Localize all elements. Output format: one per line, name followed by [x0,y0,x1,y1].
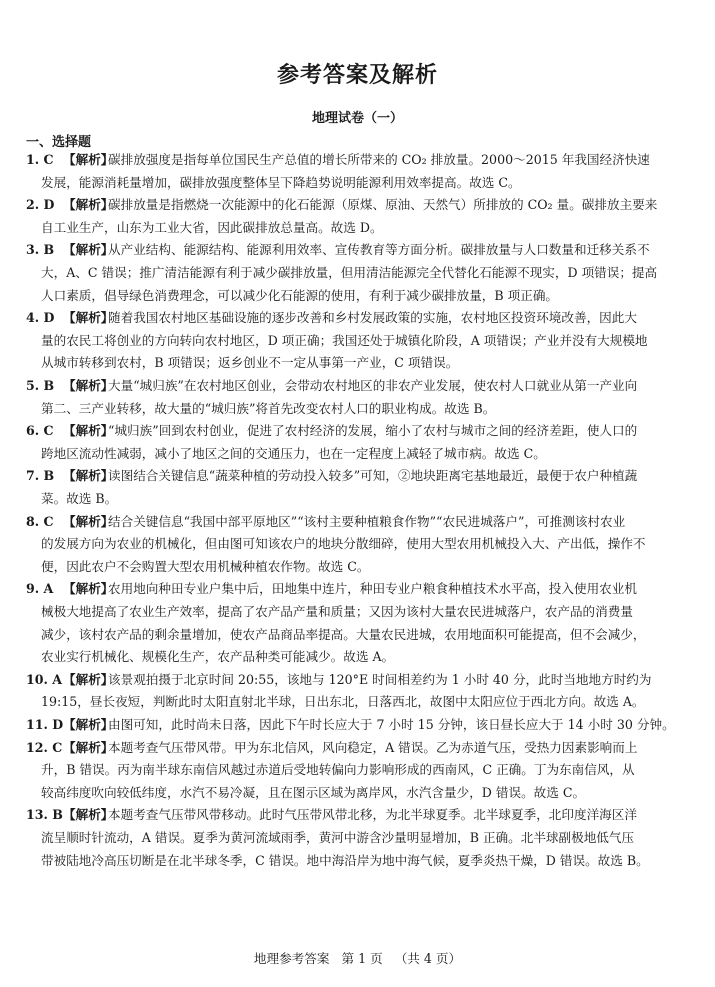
explanation-line: 发展，能源消耗量增加，碳排放强度整体呈下降趋势说明能源利用效率提高。故选 C。 [41,174,521,190]
question-item [26,578,692,668]
question-number: 11. D [26,717,64,732]
explanation-line: 升，B 错误。丙为南半球东南信风越过赤道后受地转偏向力影响形成的西南风，C 正确。丁为东南信风，从 [41,762,635,778]
question-number: 10. A [26,671,63,687]
question-item [26,669,692,714]
question-number: 7. B [26,468,55,484]
question-number: 4. D [26,310,55,326]
jiexi-label: 【解析】 [63,378,114,393]
question-item [26,420,692,465]
explanation-line: 本题考查气压带风带。甲为东北信风，风向稳定，A 错误。乙为赤道气压，受热力因素影响而上 [108,739,638,755]
jiexi-label: 【解析】 [63,152,114,167]
question-item [26,239,692,307]
jiexi-label: 【解析】 [63,717,114,732]
explanation-line: 较高纬度吹向较低纬度，水汽不易冷凝，且在图示区域为离岸风，水汽含量少，D 错误。故选 C。 [41,784,586,800]
question-item [26,194,692,239]
question-number: 9. A [26,581,54,597]
explanation-line: 便，因此农户不会购置大型农用机械种植农作物。故选 C。 [41,558,370,574]
explanation-line: 大量“城归族”在农村地区创业，会带动农村地区的非农产业发展，使农村人口就业从第一产业向 [108,378,638,393]
question-number: 1. C [26,152,54,167]
page-footer [0,948,715,967]
jiexi-label: 【解析】 [63,581,114,597]
jiexi-label: 【解析】 [63,468,114,484]
explanation-line: 的发展方向为农业的机械化，但由图可知该农户的地块分散细碎，使用大型农用机械投入大、产出低，操作不 [41,536,646,552]
explanation-line: 碳排放强度是指每单位国民生产总值的增长所带来的 CO₂ 排放量。2000～2015 年我国经济快速 [108,152,650,167]
explanation-line: 带被陆地冷高压切断是在北半球冬季，C 错误。地中海沿岸为地中海气候，夏季炎热干燥，D 错误。故选 B。 [41,852,649,868]
jiexi-label: 【解析】 [63,310,114,326]
explanation-line: 跨地区流动性减弱，减小了地区之间的交通压力，也在一定程度上减轻了城市病。故选 C。 [41,445,546,461]
page-title: 参考答案及解析 [276,62,438,88]
footer-page: 第 1 页 [341,951,383,966]
explanation-line: 读图结合关键信息“蔬菜种植的劳动投入较多”可知，②地块距离宅基地最近，最便于农户种植蔬 [108,468,638,484]
question-item [26,307,692,375]
section-heading: 一、选择题 [26,135,92,150]
question-number: 12. C [26,739,63,755]
jiexi-label: 【解析】 [63,513,114,529]
question-number: 5. B [26,378,55,393]
explanation-line: 本题考查气压带风带移动。此时气压带风带北移，为北半球夏季。北半球夏季，北印度洋海区洋 [108,807,637,823]
question-item [26,149,692,194]
jiexi-label: 【解析】 [63,423,114,439]
question-item [26,737,692,805]
question-item [26,714,692,737]
explanation-line: 菜。故选 B。 [41,490,118,506]
jiexi-label: 【解析】 [63,242,114,258]
explanation-line: 量的农民工将创业的方向转向农村地区，D 项正确；我国还处于城镇化阶段，A 项错误；产业并没有大规模地 [41,332,648,348]
jiexi-label: 【解析】 [63,739,114,755]
explanation-line: 大，A、C 错误；推广清洁能源有利于减少碳排放量，但用清洁能源完全代替化石能源不现实，D 项错误；提高 [41,264,658,280]
explanation-line: 人口素质，倡导绿色消费理念，可以减少化石能源的使用，有利于减少碳排放量，B 项正确。 [41,287,559,303]
explanation-line: 第二、三产业转移，故大量的“城归族”将首先改变农村人口的职业构成。故选 B。 [41,400,496,416]
explanation-line: 随着我国农村地区基础设施的逐步改善和乡村发展政策的实施，农村地区投资环境改善，因此大 [108,310,637,326]
explanation-line: 该景观拍摄于北京时间 20:55，该地与 120°E 时间相差约为 1 小时 40 分，此时当地地方时约为 [108,671,652,687]
question-number: 6. C [26,423,54,439]
question-number: 8. C [26,513,54,529]
explanation-line: 流呈顺时针流动，A 错误。夏季为黄河流域雨季，黄河中游含沙量明显增加，B 正确。北半球副极地低气压 [41,829,635,845]
explanation-line: 自工业生产，山东为工业大省，因此碳排放总量高。故选 D。 [41,219,383,235]
question-number: 3. B [26,242,55,258]
explanation-line: 农用地向种田专业户集中后，田地集中连片，种田专业户粮食种植技术水平高，投入使用农业机 [108,581,637,597]
explanation-line: 19:15，昼长夜短，判断此时太阳直射北半球，日出东北，日落西北，故图中太阳应位于西北方向。故选 A。 [41,694,645,710]
explanation-line: 从城市转移到农村，B 项错误；返乡创业不一定从事第一产业，C 项错误。 [41,355,459,371]
jiexi-label: 【解析】 [63,807,114,823]
jiexi-label: 【解析】 [63,671,114,687]
explanation-line: 由图可知，此时尚未日落，因此下午时长应大于 7 小时 15 分钟，该日昼长应大于 14 小时 30 分钟。 [108,717,675,732]
question-item [26,804,692,872]
footer-total: （共 4 页） [394,951,462,966]
footer-text: 地理参考答案 [253,951,330,966]
page-subtitle: 地理试卷（一） [311,111,403,126]
explanation-line: 结合关键信息“我国中部平原地区”“该村主要种植粮食作物”“农民进城落户”，可推测该村农业 [108,513,626,529]
explanation-line: 农业实行机械化、规模化生产，农产品种类可能减少。故选 A。 [41,649,395,665]
question-number: 2. D [26,197,55,213]
question-item [26,511,692,579]
explanation-line: 碳排放量是指燃烧一次能源中的化石能源（原煤、原油、天然气）所排放的 CO₂ 量。碳排放主要来 [108,197,658,213]
question-item [26,375,692,420]
explanation-line: “城归族”回到农村创业，促进了农村经济的发展，缩小了农村与城市之间的经济差距，使人口的 [108,423,638,439]
question-item [26,465,692,510]
explanation-line: 械极大地提高了农业生产效率，提高了农产品产量和质量；又因为该村大量农民进城落户，农产品的消费量 [41,603,633,619]
question-number: 13. B [26,807,63,823]
explanation-line: 减少，该村农产品的剩余量增加，使农产品商品率提高。大量农民进城，农用地面积可能提高，但不会减少， [41,626,646,642]
jiexi-label: 【解析】 [63,197,114,213]
explanation-line: 从产业结构、能源结构、能源利用效率、宣传教育等方面分析。碳排放量与人口数量和迁移关系不 [108,242,650,258]
